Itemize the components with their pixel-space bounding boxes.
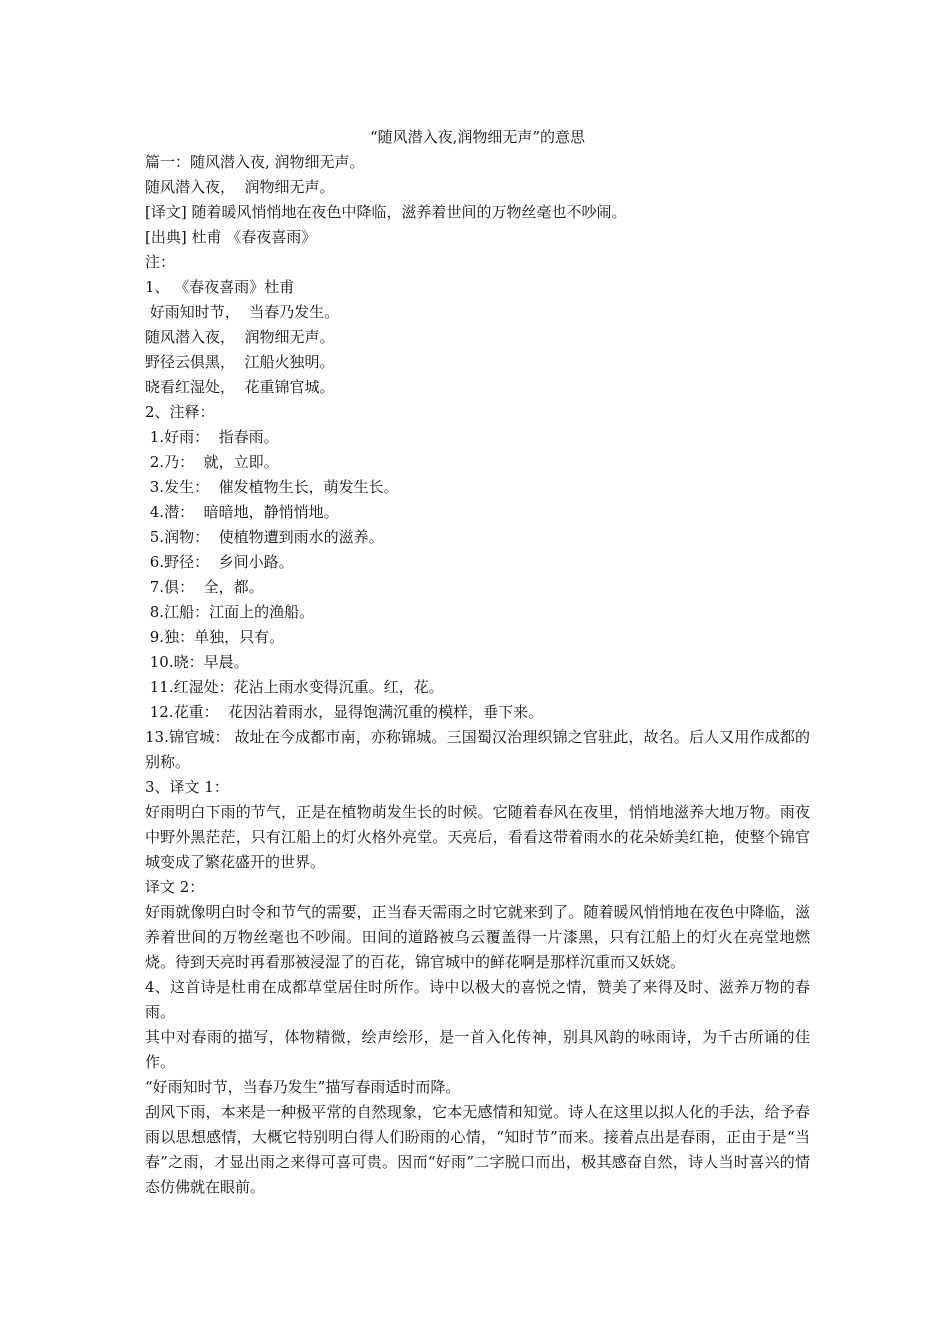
poem-line: 随风潜入夜， 润物细无声。 bbox=[145, 328, 335, 346]
body-paragraphs bbox=[145, 725, 810, 1200]
document-body bbox=[145, 125, 810, 1200]
annotation-line: 5.润物： 使植物遭到雨水的滋养。 bbox=[145, 528, 384, 546]
annotation-line: 1.好雨： 指春雨。 bbox=[145, 428, 279, 446]
note-lines bbox=[145, 150, 810, 725]
annotation-line: 11.红湿处：花沾上雨水变得沉重。红，花。 bbox=[145, 678, 444, 696]
text-line: 随风潜入夜， 润物细无声。 bbox=[145, 178, 335, 196]
paragraph: 好雨就像明白时令和节气的需要，正当春天需雨之时它就来到了。随着暖风悄悄地在夜色中降临，滋养着世间的万物丝毫也不吵闹。田间的道路被乌云覆盖得一片漆黑，只有江船上的灯火在亮堂地燃烧。待到天亮时再看那被浸湿了的百花，锦官城中的鲜花啊是那样沉重而又妖娆。 bbox=[145, 903, 810, 971]
poem-line: 野径云俱黑， 江船火独明。 bbox=[145, 353, 335, 371]
text-line: 1、 《春夜喜雨》杜甫 bbox=[145, 278, 295, 296]
text-line: [出典] 杜甫 《春夜喜雨》 bbox=[145, 228, 317, 246]
text-line: 篇一：随风潜入夜, 润物细无声。 bbox=[145, 153, 365, 171]
paragraph: 3、译文 1： bbox=[145, 778, 229, 796]
text-line: 2、注释： bbox=[145, 403, 215, 421]
poem-line: 好雨知时节， 当春乃发生。 bbox=[145, 303, 340, 321]
text-line: 注： bbox=[145, 253, 176, 271]
annotation-line: 12.花重： 花因沾着雨水，显得饱满沉重的模样，垂下来。 bbox=[145, 703, 544, 721]
paragraph: 译文 2： bbox=[145, 878, 205, 896]
paragraph: “好雨知时节，当春乃发生”描写春雨适时而降。 bbox=[145, 1078, 461, 1096]
annotation-line: 8.江船：江面上的渔船。 bbox=[145, 603, 315, 621]
document-title: “随风潜入夜,润物细无声”的意思 bbox=[369, 128, 586, 146]
paragraph: 其中对春雨的描写，体物精微，绘声绘形，是一首入化传神，别具风韵的咏雨诗，为千古所诵的佳作。 bbox=[145, 1028, 810, 1071]
annotation-line: 6.野径： 乡间小路。 bbox=[145, 553, 294, 571]
annotation-line: 3.发生： 催发植物生长，萌发生长。 bbox=[145, 478, 399, 496]
annotation-line: 4.潜： 暗暗地，静悄悄地。 bbox=[145, 503, 339, 521]
annotation-line: 2.乃： 就，立即。 bbox=[145, 453, 279, 471]
paragraph: 刮风下雨，本来是一种极平常的自然现象，它本无感情和知觉。诗人在这里以拟人化的手法，给予春雨以思想感情，大概它特别明白得人们盼雨的心情，“知时节”而来。接着点出是春雨，正由于是“当春”之雨，才显出雨之来得可喜可贵。因而“好雨”二字脱口而出，极其感奋自然，诗人当时喜兴的情态仿佛就在眼前。 bbox=[145, 1103, 810, 1196]
annotation-line: 9.独：单独，只有。 bbox=[145, 628, 285, 646]
text-line: [译文] 随着暖风悄悄地在夜色中降临，滋养着世间的万物丝毫也不吵闹。 bbox=[145, 203, 627, 221]
paragraph: 13.锦官城： 故址在今成都市南，亦称锦城。三国蜀汉治理织锦之官驻此，故名。后人又用作成都的别称。 bbox=[145, 728, 810, 771]
poem-line: 晓看红湿处， 花重锦官城。 bbox=[145, 378, 335, 396]
paragraph: 好雨明白下雨的节气，正是在植物萌发生长的时候。它随着春风在夜里，悄悄地滋养大地万物。雨夜中野外黑茫茫，只有江船上的灯火格外亮堂。天亮后，看看这带着雨水的花朵娇美红艳，使整个锦官城变成了繁花盛开的世界。 bbox=[145, 803, 810, 871]
paragraph: 4、这首诗是杜甫在成都草堂居住时所作。诗中以极大的喜悦之情，赞美了来得及时、滋养万物的春雨。 bbox=[145, 978, 810, 1021]
annotation-line: 10.晓：早晨。 bbox=[145, 653, 249, 671]
annotation-line: 7.俱： 全，都。 bbox=[145, 578, 264, 596]
